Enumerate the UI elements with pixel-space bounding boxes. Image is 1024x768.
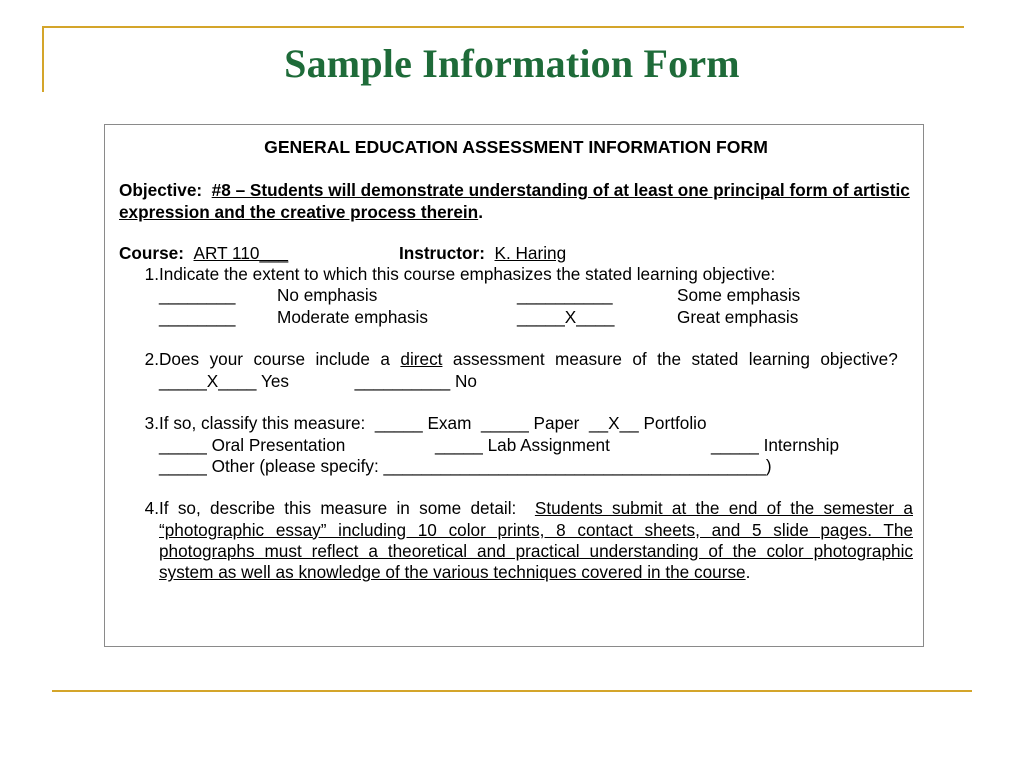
question-4-lead: If so, describe this measure in some detail: xyxy=(159,498,517,519)
question-4-text xyxy=(159,498,913,583)
objective xyxy=(119,180,913,223)
portfolio-blank: __X__ xyxy=(588,413,639,434)
course-value xyxy=(194,243,289,263)
question-1-options xyxy=(159,285,913,328)
form-box xyxy=(104,124,924,647)
no-emphasis-blank: ________ xyxy=(159,285,236,306)
objective-end: . xyxy=(478,201,483,222)
no-emphasis-label: No emphasis xyxy=(277,285,378,306)
form-heading: GENERAL EDUCATION ASSESSMENT INFORMATION FORM xyxy=(264,137,768,157)
exam-blank: _____ xyxy=(374,413,423,434)
question-4-answer: Students submit at the end of the semester a “photographic essay” including 10 color prints, 8 contact sheets, and 5 slide pages. The photographs must reflect a theoretical and practical understanding of the color photographic system as well as knowledge of the various techniques covered in the course xyxy=(159,498,913,583)
oral-blank: _____ xyxy=(159,434,207,455)
question-3-row-3 xyxy=(159,456,913,477)
course-value-text: ART 110 xyxy=(193,242,260,263)
moderate-emphasis-blank: ________ xyxy=(159,306,236,327)
question-3 xyxy=(119,413,913,477)
instructor-value: K. Haring xyxy=(494,242,567,263)
great-emphasis-blank: _____X____ xyxy=(517,306,615,327)
other-blank: _____ xyxy=(159,455,207,476)
internship-blank: _____ xyxy=(711,434,759,455)
question-2-number: 2. xyxy=(144,349,159,370)
oral-label: Oral Presentation xyxy=(211,434,346,455)
question-3-lead: If so, classify this measure: xyxy=(159,413,366,434)
paper-label: Paper xyxy=(533,413,580,434)
no-label: No xyxy=(454,370,477,391)
no-blank: __________ xyxy=(354,370,451,391)
question-1 xyxy=(119,264,913,328)
some-emphasis-label: Some emphasis xyxy=(677,285,801,306)
question-3-row-1 xyxy=(159,413,913,434)
course-blank: ___ xyxy=(259,242,289,263)
internship-label: Internship xyxy=(763,434,840,455)
question-1-text: Indicate the extent to which this course emphasizes the stated learning objective: xyxy=(159,264,776,285)
yes-label: Yes xyxy=(260,370,290,391)
lab-blank: _____ xyxy=(435,434,483,455)
great-emphasis-label: Great emphasis xyxy=(677,306,799,327)
other-label: Other (please specify: xyxy=(211,455,379,476)
portfolio-label: Portfolio xyxy=(643,413,707,434)
question-1-number: 1. xyxy=(144,264,159,285)
question-4-number: 4. xyxy=(144,498,159,519)
objective-label: Objective: xyxy=(119,180,203,201)
form-content xyxy=(119,137,913,584)
course-label: Course: xyxy=(119,242,184,263)
question-3-number: 3. xyxy=(144,413,159,434)
instructor-label: Instructor: xyxy=(399,242,485,263)
course-line xyxy=(119,243,913,264)
lab-label: Lab Assignment xyxy=(487,434,610,455)
exam-label: Exam xyxy=(427,413,472,434)
question-2-direct: direct xyxy=(400,349,443,370)
question-4-end: . xyxy=(745,562,751,583)
question-2-text-after: assessment measure of the stated learning objective? xyxy=(452,349,898,370)
other-fill: ________________________________________) xyxy=(383,455,772,476)
objective-text: #8 – Students will demonstrate understanding of at least one principal form of artistic expression and the creative process therein xyxy=(119,180,910,222)
moderate-emphasis-label: Moderate emphasis xyxy=(277,306,428,327)
question-2-text-before: Does your course include a xyxy=(159,349,390,370)
top-rule xyxy=(42,26,964,28)
question-4 xyxy=(119,498,913,583)
question-2-text xyxy=(159,349,913,392)
yes-blank: _____X____ xyxy=(159,370,257,391)
question-3-row-2 xyxy=(159,435,913,456)
slide-title: Sample Information Form xyxy=(284,41,740,86)
question-2 xyxy=(119,349,913,392)
some-emphasis-blank: __________ xyxy=(517,285,613,306)
bottom-rule xyxy=(52,690,972,692)
paper-blank: _____ xyxy=(480,413,529,434)
